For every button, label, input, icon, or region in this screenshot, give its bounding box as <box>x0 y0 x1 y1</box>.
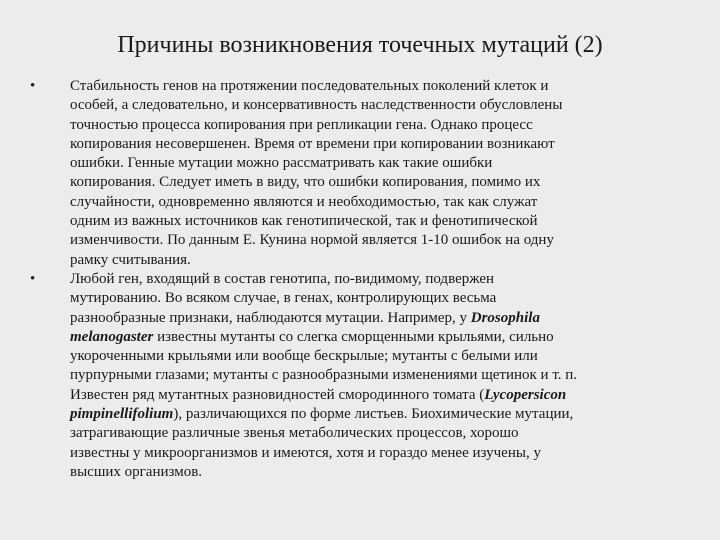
text-line: одним из важных источников как генотипической, так и фенотипической <box>70 213 538 230</box>
text-run: известны мутанты со слегка сморщенными крыльями, сильно <box>153 328 554 345</box>
text-line <box>70 309 690 328</box>
text-line: рамку считывания. <box>70 251 191 268</box>
bullet-marker: • <box>30 78 36 94</box>
text-line: Стабильность генов на протяжении последовательных поколений клеток и <box>70 78 549 94</box>
text-line: изменчивости. По данным Е. Кунина нормой является 1-10 ошибок на одну <box>70 232 554 249</box>
text-line: укороченными крыльями или вообще бескрылые; мутанты с белыми или <box>70 348 538 365</box>
text-line: копирования. Следует иметь в виду, что ошибки копирования, помимо их <box>70 174 541 191</box>
text-line: копирования несовершенен. Время от времени при копировании возникают <box>70 135 555 152</box>
text-run: разнообразные признаки, наблюдаются мутации. Например, у <box>70 309 471 326</box>
species-name-genus: Lycopersicon <box>484 386 567 403</box>
text-run: ), различающихся по форме листьев. Биохимические мутации, <box>173 406 574 423</box>
text-line <box>70 386 690 405</box>
species-name-genus: Drosophila <box>470 309 540 326</box>
species-name-epithet: pimpinellifolium <box>70 406 174 423</box>
text-line: точностью процесса копирования при репликации гена. Однако процесс <box>70 116 533 133</box>
text-line <box>70 405 690 424</box>
bullet-list <box>30 77 690 482</box>
text-line: особей, а следовательно, и консервативность наследственности обусловлены <box>70 97 563 114</box>
species-name-epithet: melanogaster <box>70 328 154 345</box>
bullet-marker: • <box>30 270 36 287</box>
text-line: затрагивающие различные звенья метаболических процессов, хорошо <box>70 425 519 442</box>
slide-title: Причины возникновения точечных мутаций (2) <box>117 32 603 58</box>
text-line: известны у микроорганизмов и имеются, хотя и гораздо менее изучены, у <box>70 444 541 461</box>
text-line <box>70 328 690 347</box>
text-line: случайности, одновременно являются и необходимостью, так как служат <box>70 193 538 210</box>
text-line: высших организмов. <box>70 463 203 480</box>
text-run: Известен ряд мутантных разновидностей смородинного томата ( <box>70 386 485 403</box>
text-line: мутированию. Во всяком случае, в генах, контролирующих весьма <box>70 290 497 307</box>
text-line: Любой ген, входящий в состав генотипа, по-видимому, подвержен <box>70 270 495 287</box>
bullet-item-stability <box>30 77 690 270</box>
bullet-item-any-gene <box>30 270 690 482</box>
text-line: ошибки. Генные мутации можно рассматривать как такие ошибки <box>70 155 493 172</box>
text-line: пурпурными глазами; мутанты с разнообразными изменениями щетинок и т. п. <box>70 367 578 384</box>
